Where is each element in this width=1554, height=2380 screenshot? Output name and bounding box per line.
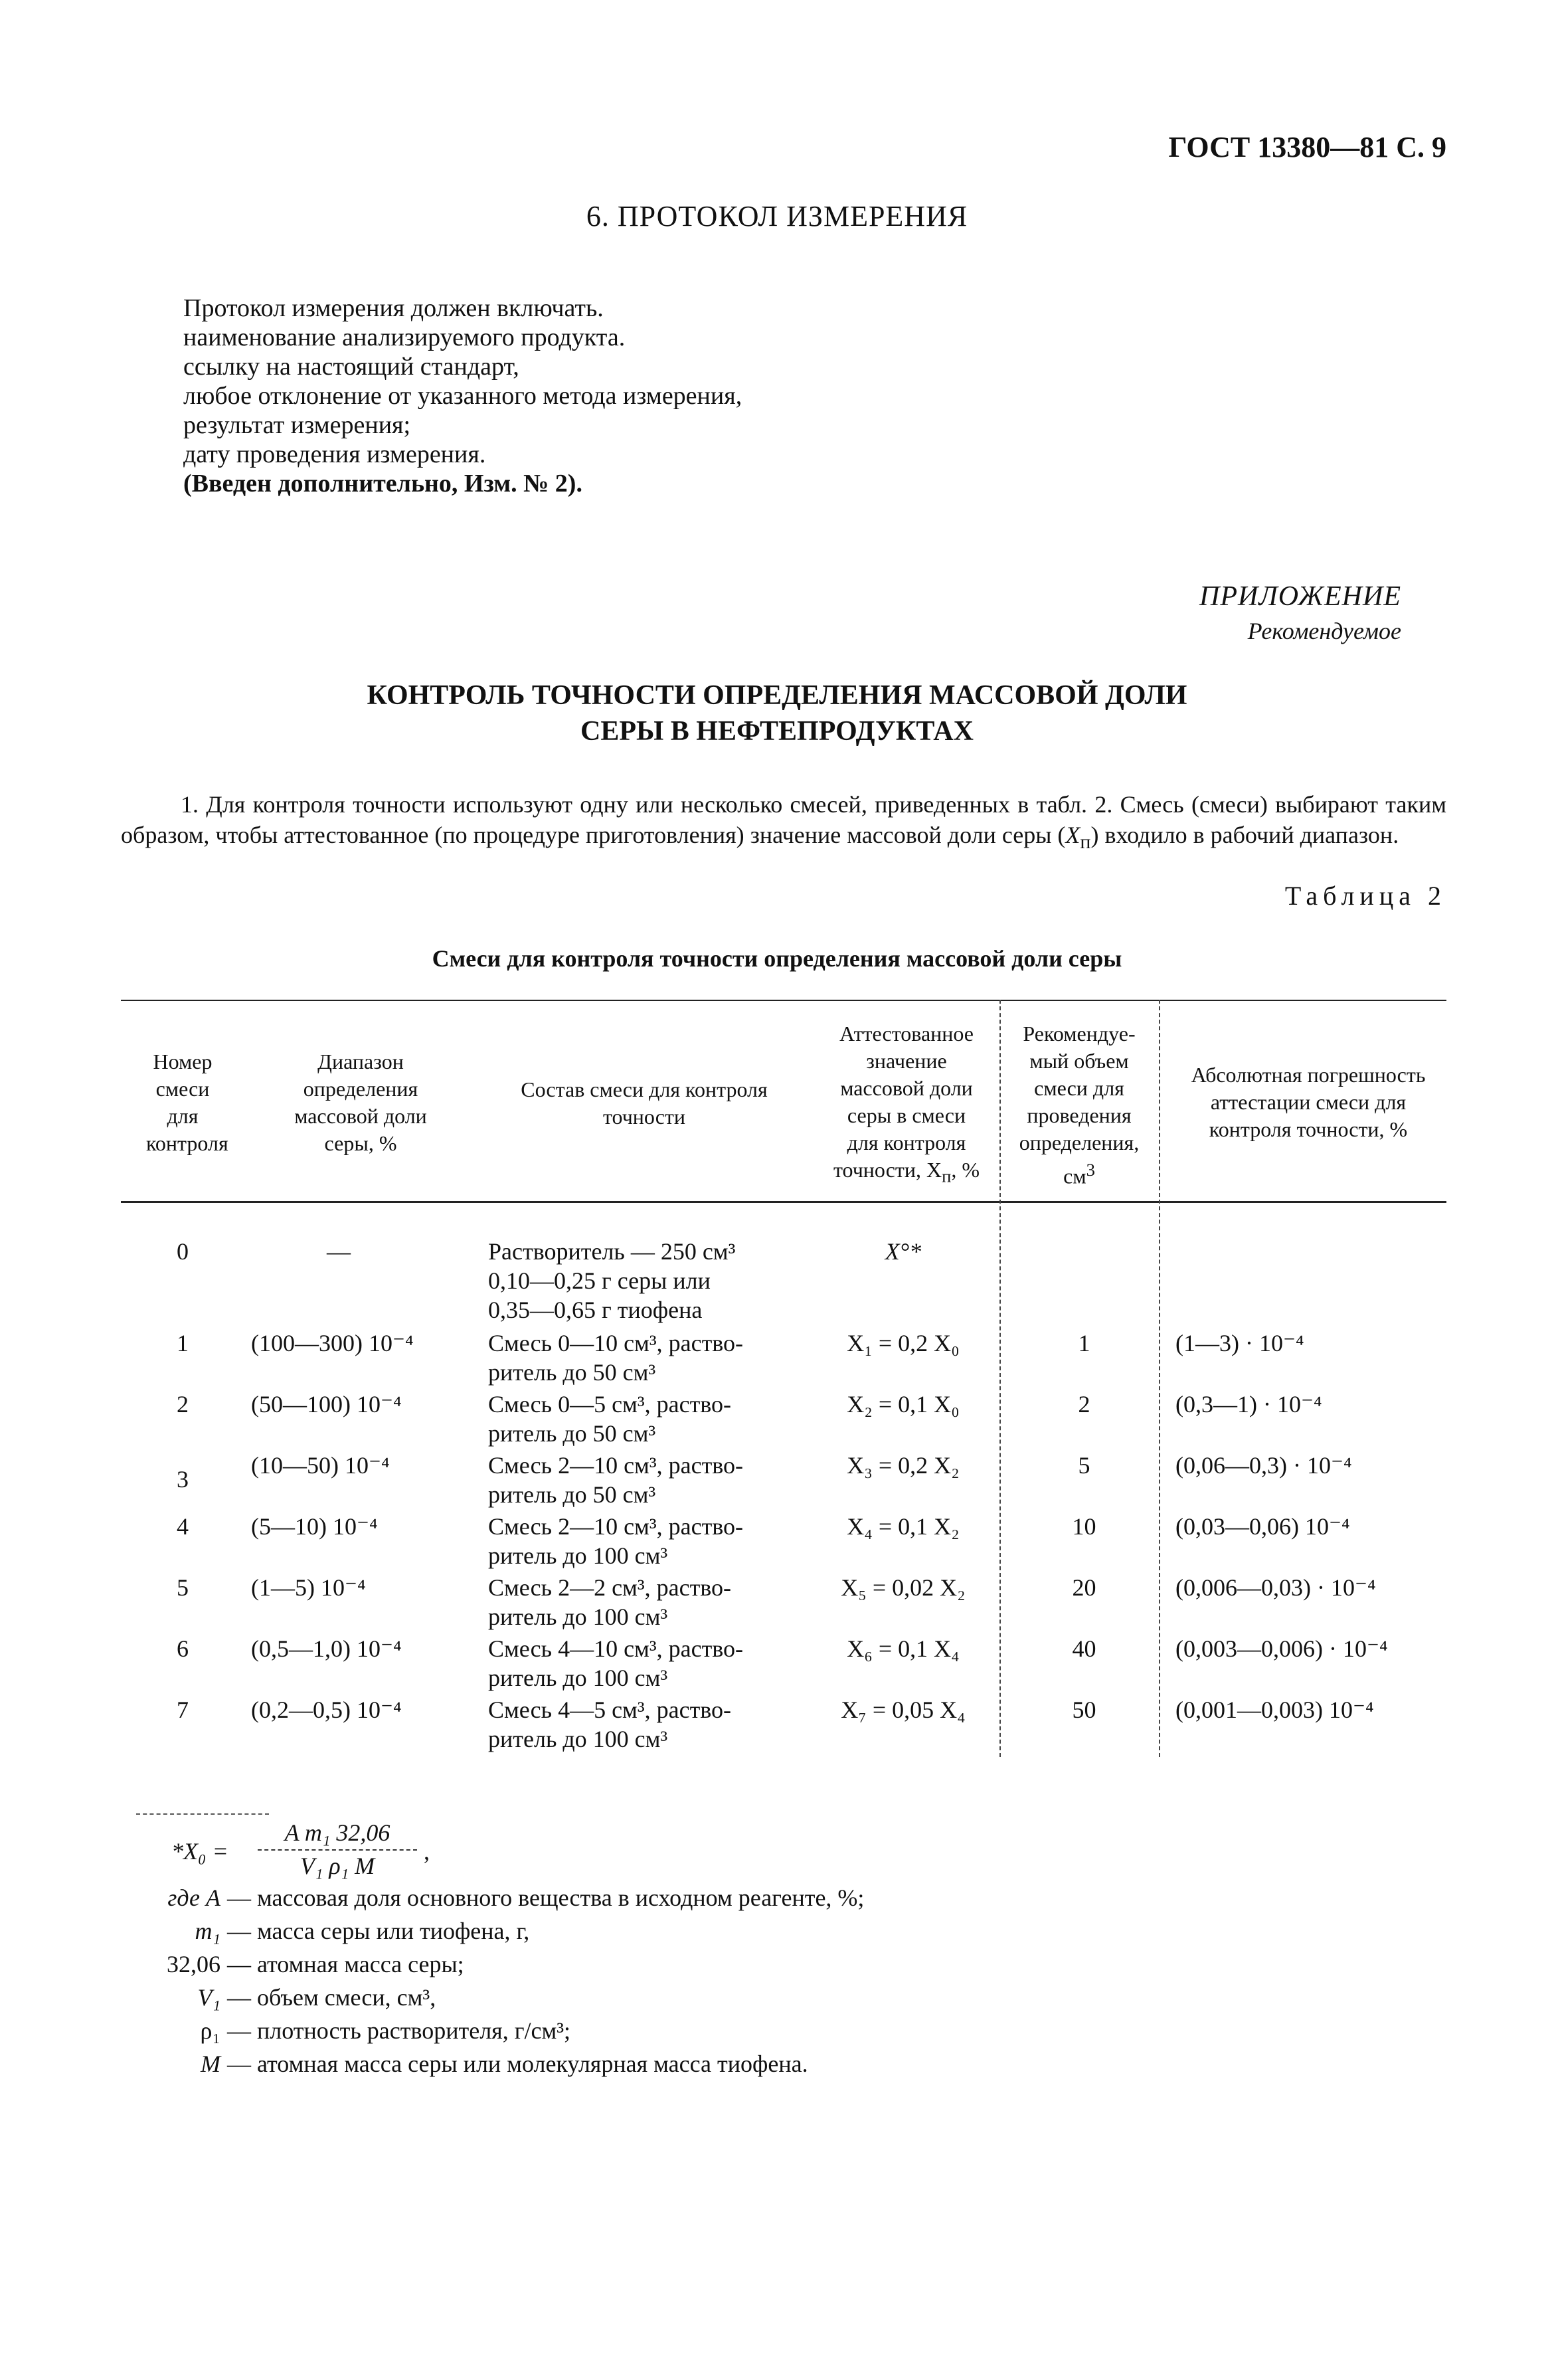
row-error: (0,003—0,006) · 10⁻⁴ [1175,1635,1388,1662]
composition-line: Смесь 4—10 см³, раство- [488,1635,744,1662]
row-error: (0,06—0,3) · 10⁻⁴ [1175,1452,1352,1479]
row-range: (0,2—0,5) 10⁻⁴ [251,1696,402,1723]
row-value: X₂ = 0,1 X₀ [847,1391,960,1418]
row-value: X₄ = 0,1 X₂ [847,1513,960,1540]
row-value: X₅ = 0,02 X₂ [841,1574,966,1601]
col-header-error [1169,1061,1448,1143]
header-text: точности, X [833,1158,942,1182]
appendix-title-line: СЕРЫ В НЕФТЕПРОДУКТАХ [580,716,974,747]
header-line: значение [866,1049,947,1073]
header-line [817,1156,996,1190]
row-value: X₆ = 0,1 X₄ [847,1635,960,1662]
composition-line: Растворитель — 250 см³ [488,1238,736,1265]
legend-symbol: ρ₁ [200,2017,220,2044]
row-error: (0,03—0,06) 10⁻⁴ [1175,1513,1350,1540]
row-volume: 40 [1072,1635,1096,1662]
col-header-number [146,1048,228,1157]
protocol-list [183,294,742,498]
row-value: X₃ = 0,2 X₂ [847,1452,960,1479]
composition-line: Смесь 2—2 см³, раство- [488,1574,732,1601]
section-title: 6. ПРОТОКОЛ ИЗМЕРЕНИЯ [586,200,968,232]
legend-symbol: m₁ [195,1918,220,1944]
header-line: Аттестованное [839,1022,974,1046]
header-line: Состав смеси для контроля [521,1077,768,1101]
header-line: Рекомендуе- [1023,1022,1136,1046]
legend-item [121,1881,864,1914]
row-composition [488,1390,820,1448]
legend-item [121,1914,864,1948]
table-number: Таблица 2 [1284,881,1446,911]
row-range: (1—5) 10⁻⁴ [251,1574,366,1601]
row-range: (0,5—1,0) 10⁻⁴ [251,1635,402,1662]
legend-symbol: где A [167,1884,220,1911]
legend-text: — масса серы или тиофена, г, [227,1918,530,1944]
row-composition [488,1573,820,1631]
composition-line: Смесь 2—10 см³, раство- [488,1513,744,1540]
composition-line: Смесь 0—10 см³, раство- [488,1330,744,1356]
row-number: 2 [177,1391,189,1418]
legend-item [121,1981,864,2014]
composition-line: ритель до 50 см³ [488,1420,656,1447]
header-line: смеси для [1034,1076,1124,1100]
legend-text: — атомная масса серы; [227,1951,464,1977]
composition-line: 0,10—0,25 г серы или [488,1267,711,1294]
protocol-line: результат измерения; [183,411,411,439]
appendix-title [0,678,1554,749]
row-error: (1—3) · 10⁻⁴ [1175,1330,1304,1356]
row-volume: 20 [1072,1574,1096,1601]
composition-line: ритель до 50 см³ [488,1481,656,1508]
composition-line: ритель до 100 см³ [488,1542,668,1569]
formula-tail: , [424,1838,430,1865]
header-line: определения [303,1077,418,1101]
formula-lhs: *X₀ = [171,1838,228,1865]
row-volume: 2 [1078,1391,1090,1418]
composition-line: Смесь 4—5 см³, раство- [488,1696,732,1723]
row-range: (100—300) 10⁻⁴ [251,1330,414,1356]
row-number: 3 [177,1466,189,1493]
protocol-line: Протокол измерения должен включать. [183,294,604,322]
legend-text: — массовая доля основного вещества в исходном реагенте, %; [227,1884,865,1911]
row-volume: 5 [1078,1452,1090,1479]
row-number: 7 [177,1696,189,1723]
table-title: Смеси для контроля точности определения массовой доли серы [432,945,1122,972]
row-number: 4 [177,1513,189,1540]
formula-denominator: V₁ ρ₁ M [300,1853,375,1879]
appendix-block [1199,579,1401,648]
row-composition [488,1237,820,1325]
composition-line: Смесь 0—5 см³, раство- [488,1391,732,1418]
appendix-status: Рекомендуемое [1247,618,1401,644]
legend-text: — атомная масса серы или молекулярная масса тиофена. [227,2051,808,2077]
page-header-label: ГОСТ 13380—81 С. 9 [1168,131,1446,163]
legend-symbol: 32,06 [167,1951,220,1977]
header-line [999,1156,1159,1190]
row-volume: 10 [1072,1513,1096,1540]
composition-line: ритель до 100 см³ [488,1665,668,1691]
header-line: серы в смеси [847,1103,966,1127]
header-line: для [167,1104,199,1128]
row-number: 1 [177,1330,189,1356]
legend-symbol: V₁ [197,1984,220,2011]
header-line: проведения [1027,1103,1132,1127]
composition-line: 0,35—0,65 г тиофена [488,1297,703,1323]
paragraph-var-sub: п [1080,831,1091,854]
row-number: 6 [177,1635,189,1662]
row-composition [488,1695,820,1754]
intro-paragraph [121,789,1446,858]
col-header-volume [999,1020,1159,1190]
formula-numerator: A m₁ 32,06 [284,1819,390,1846]
row-composition [488,1451,820,1509]
row-range: (5—10) 10⁻⁴ [251,1513,378,1540]
paragraph-text: ) входило в рабочий диапазон. [1090,822,1399,848]
composition-line: ритель до 100 см³ [488,1726,668,1752]
appendix-label: ПРИЛОЖЕНИЕ [1199,581,1401,612]
header-line: серы, % [324,1131,397,1155]
legend-item [121,2014,864,2047]
protocol-line: любое отклонение от указанного метода измерения, [183,382,742,410]
protocol-line: ссылку на настоящий стандарт, [183,353,519,381]
header-text: см [1063,1164,1086,1188]
header-line: Номер [153,1050,213,1073]
table-header-rule [121,1201,1446,1203]
header-line: определения, [1019,1131,1140,1154]
row-number: 0 [177,1238,189,1265]
col-header-value [817,1020,996,1190]
header-text: , % [951,1158,980,1182]
formula-legend [121,1881,864,2080]
row-composition [488,1512,820,1570]
header-line: мый объем [1029,1049,1129,1073]
header-line: для контроля [847,1131,966,1154]
composition-line: Смесь 2—10 см³, раство- [488,1452,744,1479]
row-composition [488,1634,820,1693]
paragraph-var: X [1065,822,1080,848]
row-range: — [327,1238,351,1265]
col-header-range [251,1048,470,1157]
header-line: контроля [146,1131,228,1155]
paragraph-text: 1. Для контроля точности используют одну или несколько смесей, приведенных в табл. 2. Смесь (смеси) выбирают таким образом, чтобы аттестованное (по процедуре приготовления) значение массовой доли серы ( [121,791,1446,848]
header-line: Диапазон [317,1050,404,1073]
row-range: (10—50) 10⁻⁴ [251,1452,390,1479]
appendix-title-line: КОНТРОЛЬ ТОЧНОСТИ ОПРЕДЕЛЕНИЯ МАССОВОЙ ДОЛИ [367,680,1187,711]
header-line: Абсолютная погрешность [1191,1063,1426,1087]
footnote-rule [136,1813,269,1815]
header-line: точности [602,1105,686,1129]
header-line: аттестации смеси для [1210,1090,1407,1114]
footnote-formula [171,1819,490,1878]
composition-line: ритель до 50 см³ [488,1359,656,1386]
header-sup: 3 [1086,1160,1095,1180]
row-volume: 1 [1078,1330,1090,1356]
legend-item [121,2047,864,2080]
legend-text: — объем смеси, см³, [227,1984,436,2011]
col-header-composition [478,1076,810,1131]
protocol-line: наименование анализируемого продукта. [183,323,626,351]
header-line: массовой доли [840,1076,973,1100]
fraction-bar [258,1849,417,1851]
header-sub: п [942,1166,952,1186]
row-error: (0,3—1) · 10⁻⁴ [1175,1391,1322,1418]
legend-text: — плотность растворителя, г/см³; [227,2017,571,2044]
header-line: массовой доли [294,1104,427,1128]
row-range: (50—100) 10⁻⁴ [251,1391,402,1418]
row-value: X°* [885,1238,922,1265]
legend-symbol: M [201,2051,220,2077]
header-line: смеси [155,1077,210,1101]
row-value: X₁ = 0,2 X₀ [847,1330,960,1356]
row-value: X₇ = 0,05 X₄ [841,1696,966,1723]
protocol-line: дату проведения измерения. [183,440,486,468]
header-line: контроля точности, % [1209,1117,1408,1141]
table-top-rule [121,1000,1446,1001]
row-error: (0,006—0,03) · 10⁻⁴ [1175,1574,1376,1601]
row-error: (0,001—0,003) 10⁻⁴ [1175,1696,1374,1723]
amendment-note: (Введен дополнительно, Изм. № 2). [183,470,582,498]
legend-item [121,1948,864,1981]
row-composition [488,1328,820,1387]
row-volume: 50 [1072,1696,1096,1723]
row-number: 5 [177,1574,189,1601]
composition-line: ритель до 100 см³ [488,1603,668,1630]
